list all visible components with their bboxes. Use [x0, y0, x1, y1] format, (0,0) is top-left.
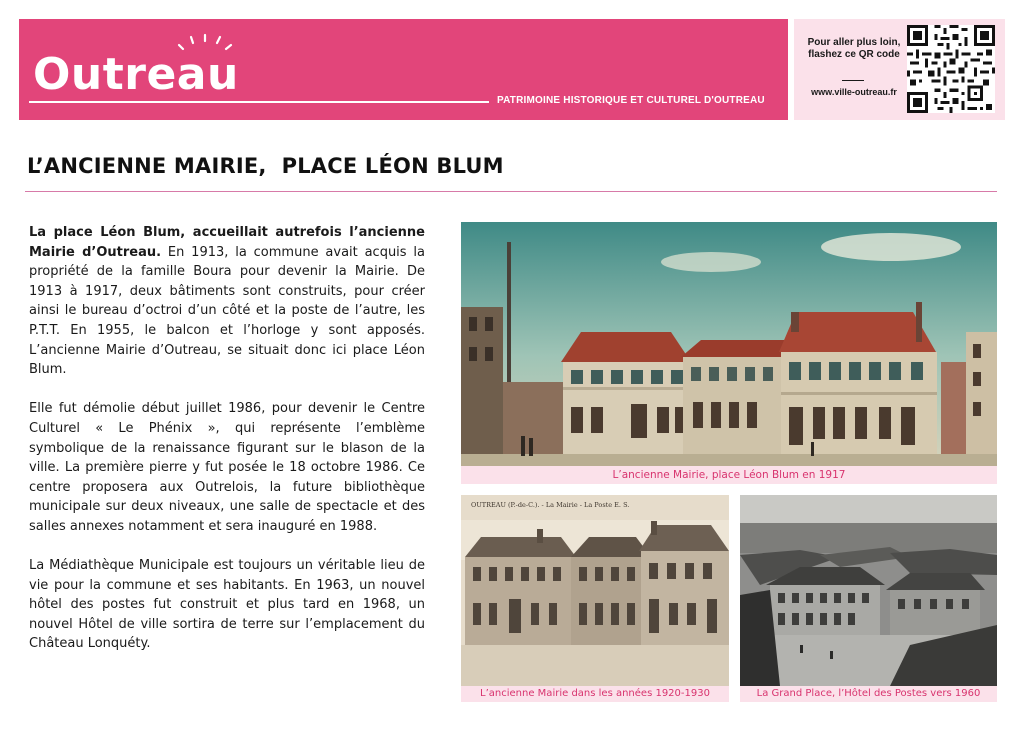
paragraph-3: La Médiathèque Municipale est toujours un véritable lieu de vie pour la commune et ses habitants. En 1963, un nouvel hôtel des postes fut construit et plus tard en 1968, un nouvel Hôtel de ville sortira de terre sur l’emplacement du Château Lonquéty.: [29, 558, 425, 652]
header-subtitle: PATRIMOINE HISTORIQUE ET CULTUREL D'OUTREAU: [497, 95, 765, 106]
photo-mairie-1917: [461, 222, 997, 466]
paragraph-2: Elle fut démolie début juillet 1986, pour devenir le Centre Culturel « Le Phénix », qui représente l’emblème symbolique de la renaissance figurant sur le blason de la ville. La première pierre y fut posée le 18 octobre 1986. Ce centre proposera aux Outrelois, la future bibliothèque municipale sur deux niveaux, une salle de spectacle et des salles annexes notamment et sera inauguré en 1988.: [29, 401, 425, 534]
caption-main-photo: L’ancienne Mairie, place Léon Blum en 1917: [461, 466, 997, 484]
paragraph-1-rest: En 1913, la commune avait acquis la propriété de la famille Boura pour devenir la Mairie. De 1913 à 1917, deux bâtiments sont construits, pour créer ainsi le bureau d’octroi d’un côté et la poste de l’autre, les P.T.T. En 1955, le balcon et l’horloge y sont apposés. L’ancienne Mairie d’Outreau, se situait donc ici place Léon Blum.: [29, 244, 425, 378]
header-divider: [29, 101, 489, 103]
photo-mairie-1920-1930: [461, 495, 729, 686]
header-band: [19, 19, 788, 120]
paragraph-1-lead: La place Léon Blum, accueillait autrefois l’ancienne Mairie d’Outreau.: [29, 225, 425, 260]
postcard-print: OUTREAU (P.-de-C.). - La Mairie - La Poste E. S.: [471, 501, 630, 509]
website-link[interactable]: www.ville-outreau.fr: [811, 87, 897, 97]
qr-divider: [842, 80, 864, 81]
title-divider: [25, 191, 997, 192]
article-body: [29, 223, 425, 654]
qr-code-icon[interactable]: [907, 25, 995, 113]
qr-prompt: Pour aller plus loin, flashez ce QR code: [807, 37, 901, 60]
outreau-logo: Outreau: [33, 49, 239, 100]
caption-right-photo: La Grand Place, l’Hôtel des Postes vers 1960: [740, 686, 997, 702]
photo-grand-place-1960: [740, 495, 997, 686]
page-title: L’ANCIENNE MAIRIE, PLACE LÉON BLUM: [27, 154, 504, 178]
paragraph-1: [29, 223, 425, 380]
qr-panel: [794, 19, 1005, 120]
caption-left-photo: L’ancienne Mairie dans les années 1920-1930: [461, 686, 729, 702]
